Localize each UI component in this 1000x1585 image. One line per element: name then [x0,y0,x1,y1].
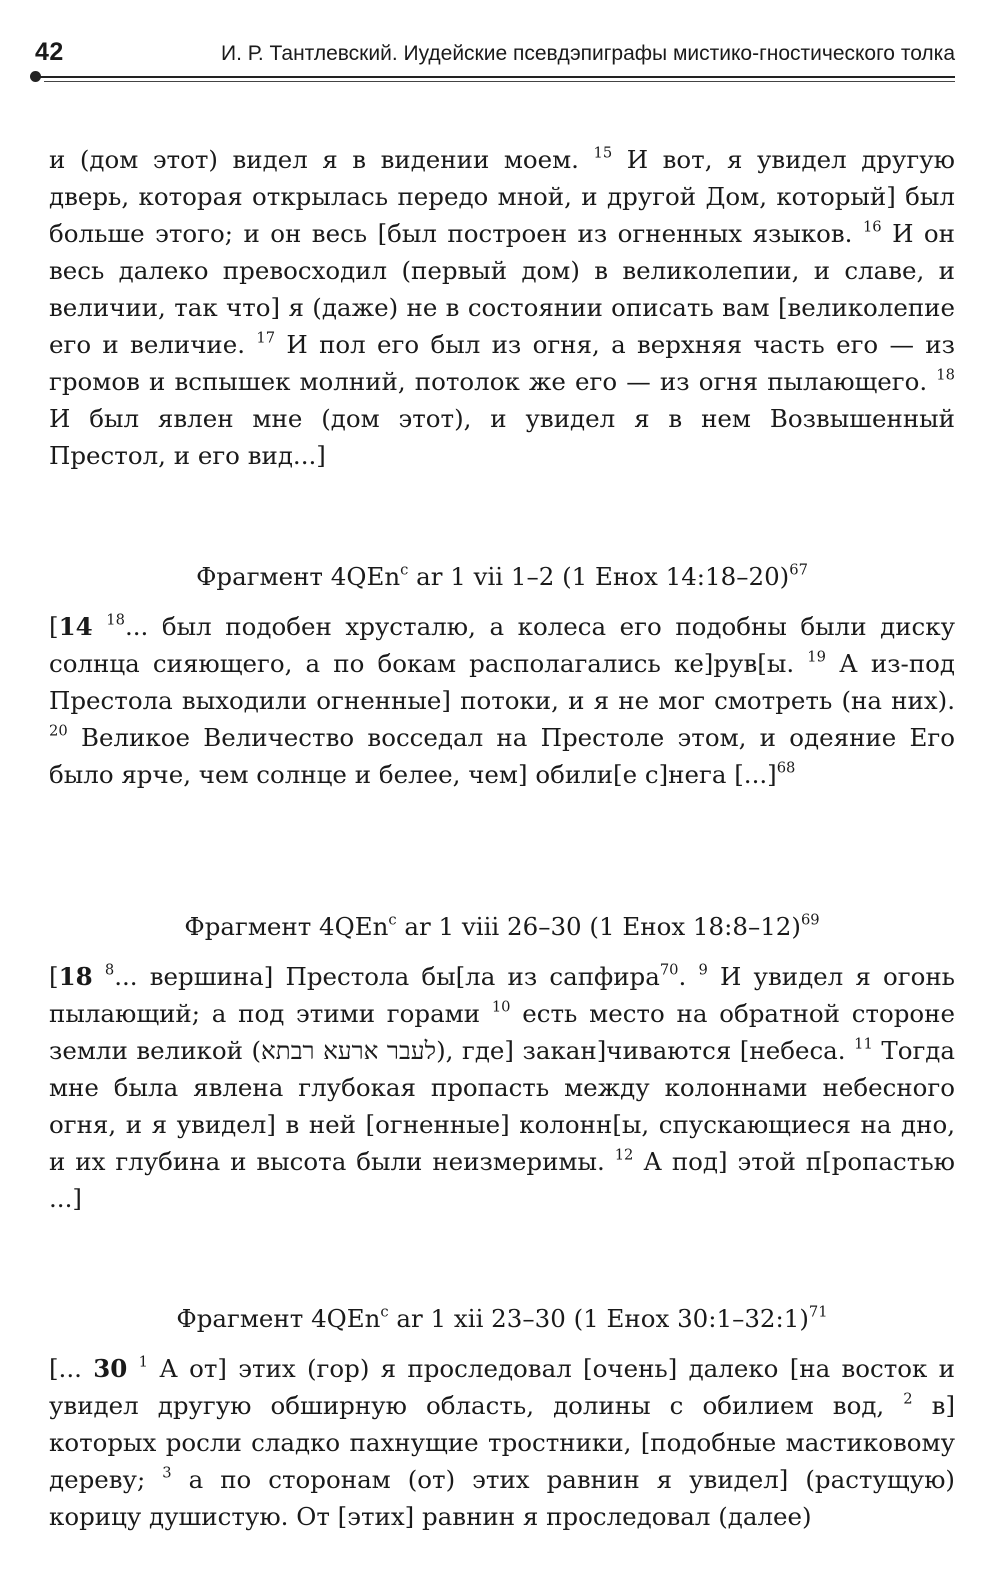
verse-number: 2 [903,1390,913,1408]
chapter-number: 14 [58,612,93,641]
verse-number: 18 [936,366,955,384]
running-title: И. Р. Тантлевский. Иудейские псевдэпиграфы мистико-гностического толка [221,42,955,65]
fragment-heading-2: Фрагмент 4QEn$^c$ ar 1 viii 26–30 (1 Енох 18:8–12)$^{69}$ [184,911,820,941]
paragraph-3: [18 $^8$... вершина] Престола бы[ла из сапфира$^{70}$. $^9$ И увидел я огонь пылающий; а под этими горами $^{10}$ есть место на обратной стороне земли великой (לעבר ארעא רבתא), где] закан]чиваются [небеса. $^{11}$ Тогда мне была явлена глубокая пропасть между колоннами небесного огня, и я увидел] в ней [огненные] колонн[ы, спускающиеся на дно, и их глубина и высота были неизмеримы. $^{12}$ А под] этой п[ропастью ...] [49,961,956,1213]
footnote-ref: 70 [659,961,679,979]
page-number: 42 [35,38,64,66]
footnote-ref: 68 [776,759,796,777]
verse-number: 20 [49,722,68,740]
verse-number: 9 [698,961,708,979]
section-4-text [49,1350,955,1535]
verse-number: 12 [614,1146,634,1164]
page-header [35,38,960,74]
verse-number: 19 [807,648,826,666]
paragraph-2: [14 $^{18}$... был подобен хрусталю, а колеса его подобны были диску солнца сияющего, а по бокам располагались ке]рув[ы. $^{19}$ А из-под Престола выходили огненные] потоки, и я не мог смотреть (на них). $^{20}$ Великое Величество восседал на Престоле этом, и одеяние Его было ярче, чем солнце и белее, чем] обили[е с]нега [...]$^{68}$ [49,611,955,789]
chapter-number: 18 [58,962,93,991]
verse-number: 3 [162,1464,172,1482]
fragment-heading-1: Фрагмент 4QEn$^c$ ar 1 vii 1–2 (1 Енох 14:18–20)$^{67}$ [196,561,808,591]
verse-number: 18 [106,611,125,629]
verse-number: 15 [593,144,613,162]
verse-number: 17 [256,329,276,347]
verse-number: 10 [491,998,511,1016]
header-rule-thin [44,81,955,82]
verse-number: 1 [138,1353,148,1371]
fragment-heading-3: Фрагмент 4QEn$^c$ ar 1 xii 23–30 (1 Енох 30:1–32:1)$^{71}$ [176,1303,828,1333]
paragraph-1: и (дом этот) видел я в видении моем. $^{15}$ И вот, я увидел другую дверь, которая открылась передо мной, и другой Дом, который] был больше этого; и он весь [был построен из огненных языков. $^{16}$ И он весь далеко превосходил (первый дом) в великолепии, и славе, и величии, так что] я (даже) не в состоянии описать вам [великолепие его и величие. $^{17}$ И пол его был из огня, а верхняя часть его — из громов и вспышек молний, потолок же его — из огня пылающего. $^{18}$ И был явлен мне (дом этот), и увидел я в нем Возвышенный Престол, и его вид...] [49,144,956,470]
verse-number: 16 [862,218,882,236]
footnote-ref: 67 [789,561,808,579]
verse-number: 8 [104,961,115,979]
hebrew-phrase: לעבר ארעא רבתא [261,1036,437,1065]
paragraph-4: [... 30 $^1$ А от] этих (гор) я проследовал [очень] далеко [на восток и увидел другую обширную область, долины с обилием вод, $^2$ в] которых росли сладко пахнущие тростники, [подобные мастиковому дереву; $^3$ а по сторонам (от) этих равнин я увидел] (растущую) корицу душистую. От [этих] равнин я проследовал (далее) [49,1353,956,1531]
footnote-ref: 71 [808,1303,828,1321]
section-3-text [49,958,955,1217]
verse-number: 11 [854,1035,873,1053]
section-1-text [49,141,955,474]
footnote-ref: 69 [800,911,820,929]
section-2-text [49,608,955,793]
chapter-number: 30 [93,1354,128,1383]
header-rule [35,76,955,78]
